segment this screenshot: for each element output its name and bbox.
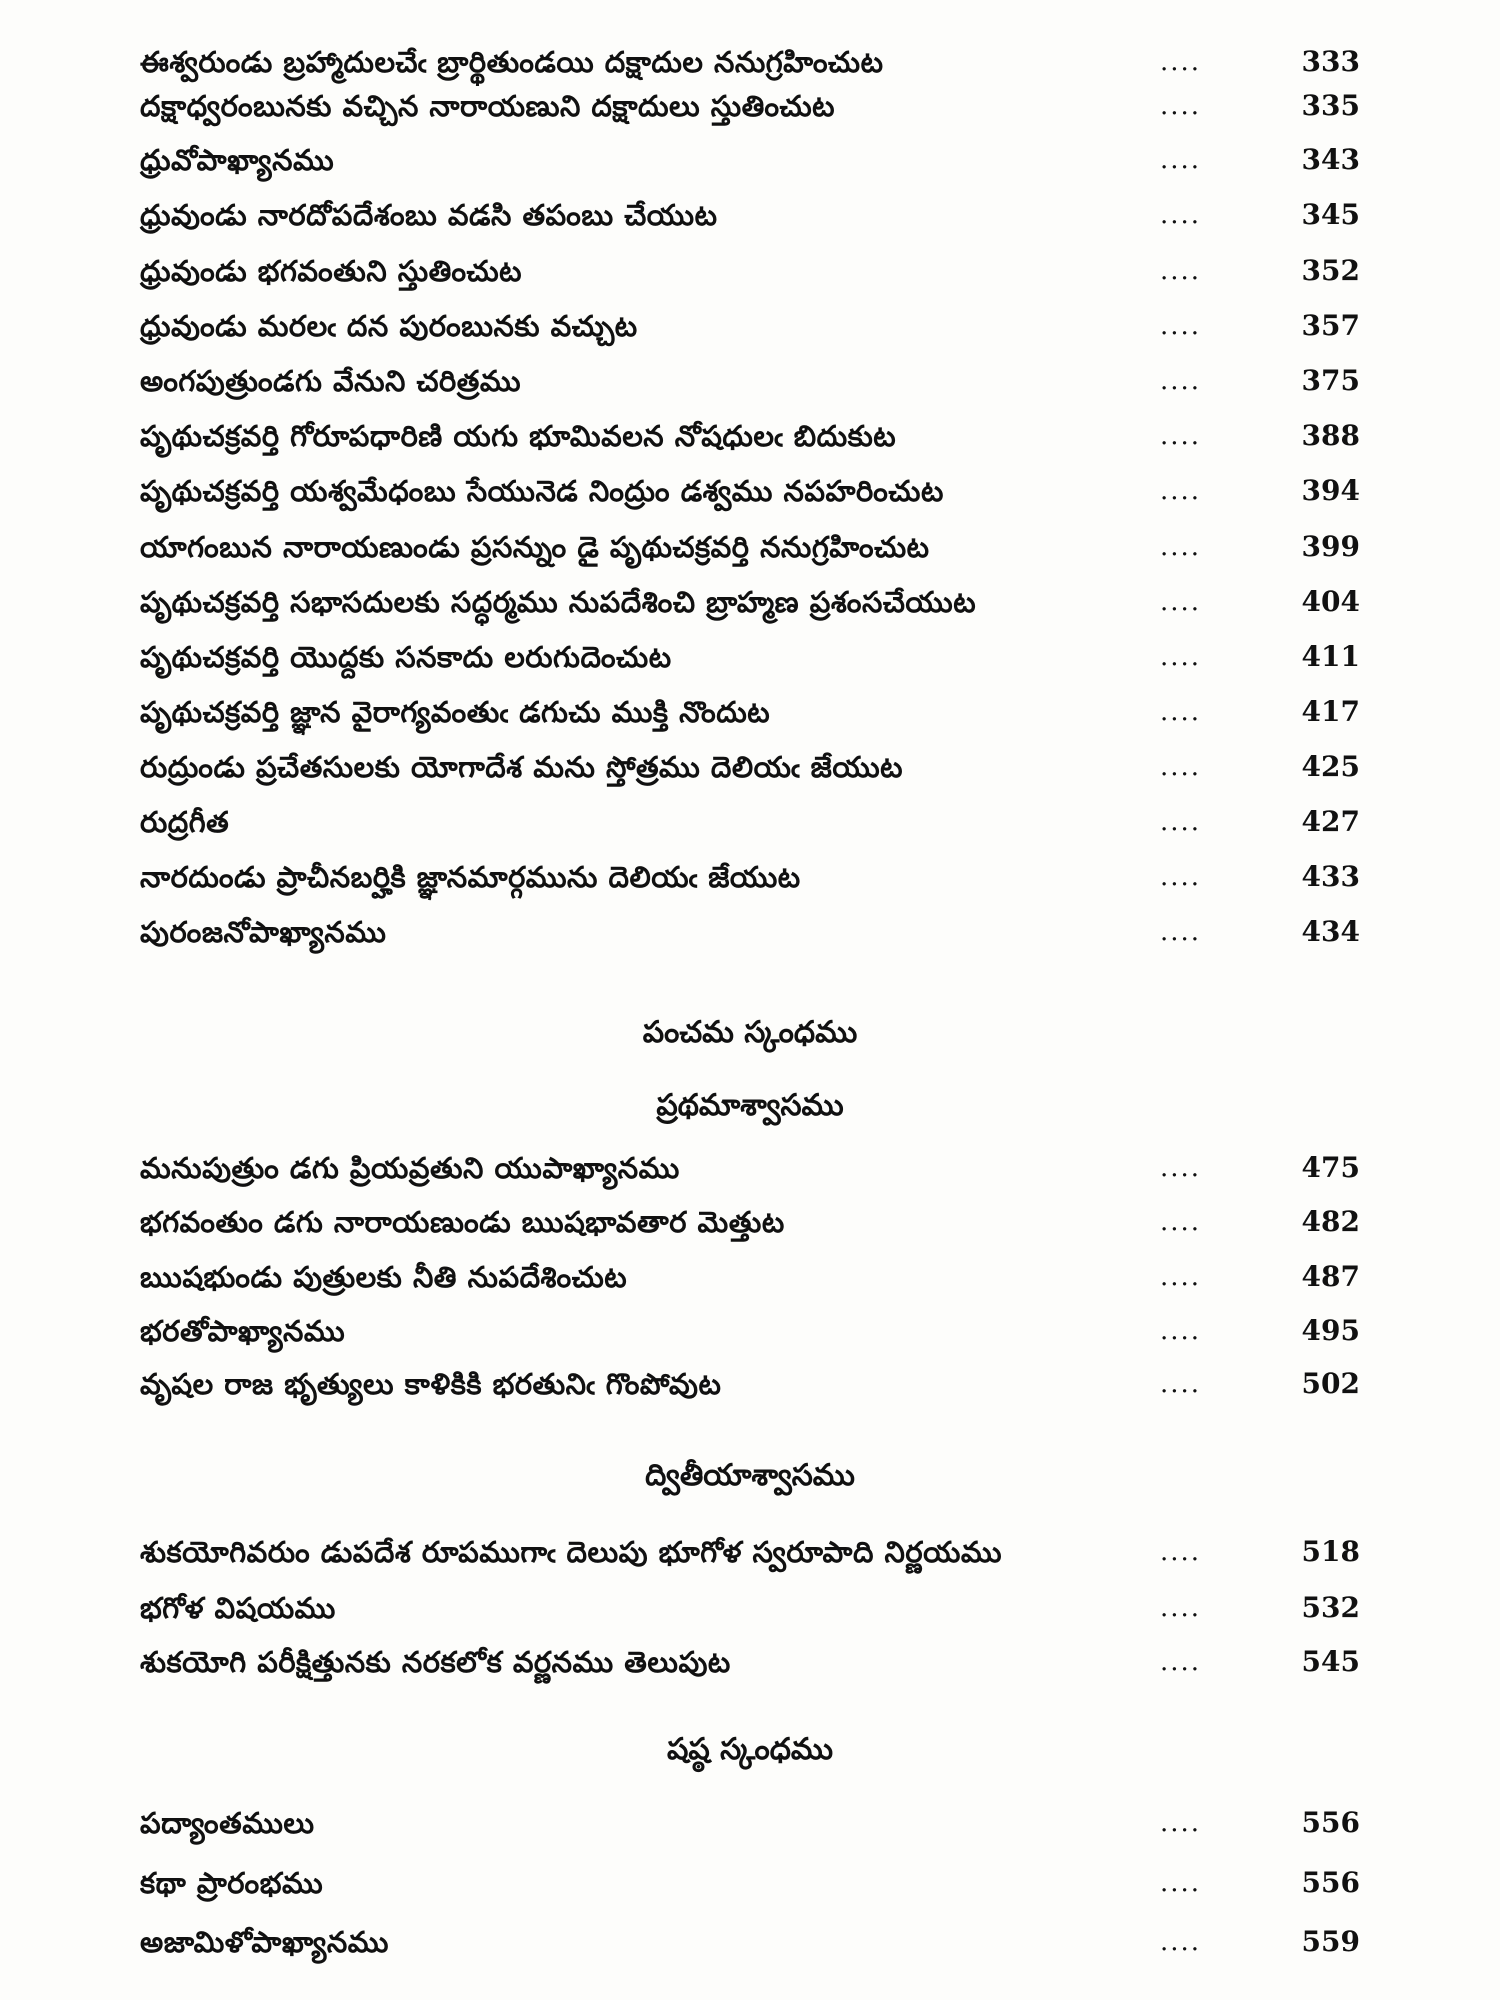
toc-entry bbox=[140, 1532, 1360, 1572]
page-number: 434 bbox=[1301, 915, 1360, 948]
leader-dots: .... bbox=[1160, 1153, 1202, 1183]
page-number: 502 bbox=[1301, 1367, 1360, 1400]
page-number: 475 bbox=[1301, 1151, 1360, 1184]
toc-entry bbox=[140, 747, 1360, 787]
toc-entry bbox=[140, 416, 1360, 456]
leader-dots: .... bbox=[1160, 145, 1202, 175]
entry-title: అజామిళోపాఖ్యానము bbox=[140, 1925, 389, 1959]
leader-dots: .... bbox=[1160, 752, 1202, 782]
toc-entry bbox=[140, 802, 1360, 842]
toc-entry bbox=[140, 140, 1360, 180]
toc-entry bbox=[140, 912, 1360, 952]
page-number: 417 bbox=[1301, 695, 1360, 728]
page-number: 394 bbox=[1301, 474, 1360, 507]
entry-title: ఋషభుండు పుత్రులకు నీతి నుపదేశించుట bbox=[140, 1260, 628, 1294]
leader-dots: .... bbox=[1160, 1868, 1202, 1898]
entry-title: భగోళ విషయము bbox=[140, 1591, 336, 1625]
toc-entry bbox=[140, 1257, 1360, 1297]
page-number: 333 bbox=[1301, 45, 1360, 78]
leader-dots: .... bbox=[1160, 421, 1202, 451]
page-number: 335 bbox=[1301, 89, 1360, 122]
toc-entry bbox=[140, 1202, 1360, 1242]
toc-entry bbox=[140, 1803, 1360, 1843]
entry-title: పృథుచక్రవర్తి సభాసదులకు సద్ధర్మము నుపదేశించి బ్రాహ్మణ ప్రశంసచేయుట bbox=[140, 585, 977, 619]
leader-dots: .... bbox=[1160, 256, 1202, 286]
page-number: 532 bbox=[1301, 1591, 1360, 1624]
leader-dots: .... bbox=[1160, 917, 1202, 947]
page-number: 545 bbox=[1301, 1645, 1360, 1678]
entry-title: రుద్రగీత bbox=[140, 805, 230, 839]
leader-dots: .... bbox=[1160, 47, 1202, 77]
leader-dots: .... bbox=[1160, 1207, 1202, 1237]
leader-dots: .... bbox=[1160, 1927, 1202, 1957]
entry-title: ధ్రువోపాఖ్యానము bbox=[140, 143, 335, 177]
page-number: 388 bbox=[1301, 419, 1360, 452]
entry-title: భగవంతుం డగు నారాయణుండు ఋషభావతార మెత్తుట bbox=[140, 1205, 785, 1239]
entry-title: పృథుచక్రవర్తి జ్ఞాన వైరాగ్యవంతుఁ డగుచు ముక్తి నొందుట bbox=[140, 695, 771, 729]
page-number: 345 bbox=[1301, 198, 1360, 231]
page-number: 357 bbox=[1301, 309, 1360, 342]
toc-entry bbox=[140, 42, 1360, 82]
toc-entry bbox=[140, 1642, 1360, 1682]
page-number: 487 bbox=[1301, 1260, 1360, 1293]
toc-entry bbox=[140, 1588, 1360, 1628]
toc-entry bbox=[140, 306, 1360, 346]
entry-title: కథా ప్రారంభము bbox=[140, 1866, 324, 1900]
entry-title: ఈశ్వరుండు బ్రహ్మాదులచేఁ బ్రార్థితుండయి దక్షాదుల ననుగ్రహించుట bbox=[140, 45, 884, 79]
leader-dots: .... bbox=[1160, 366, 1202, 396]
toc-entry bbox=[140, 86, 1360, 126]
section-heading-skandha: పంచమ స్కంధము bbox=[642, 1015, 858, 1050]
entry-title: శుకయోగి పరీక్షిత్తునకు నరకలోక వర్ణనము తెలుపుట bbox=[140, 1645, 731, 1679]
toc-entry bbox=[140, 1863, 1360, 1903]
entry-title: ధ్రువుండు నారదోపదేశంబు వడసి తపంబు చేయుట bbox=[140, 198, 718, 232]
section-heading-ashvasa: ద్వితీయాశ్వాసము bbox=[645, 1458, 855, 1493]
page-number: 343 bbox=[1301, 143, 1360, 176]
page-number: 411 bbox=[1301, 640, 1360, 673]
page-number: 352 bbox=[1301, 254, 1360, 287]
leader-dots: .... bbox=[1160, 1647, 1202, 1677]
toc-entry bbox=[140, 1922, 1360, 1962]
entry-title: పురంజనోపాఖ్యానము bbox=[140, 915, 387, 949]
toc-entry bbox=[140, 471, 1360, 511]
page-number: 495 bbox=[1301, 1314, 1360, 1347]
leader-dots: .... bbox=[1160, 642, 1202, 672]
leader-dots: .... bbox=[1160, 532, 1202, 562]
entry-title: పృథుచక్రవర్తి యొద్దకు సనకాదు లరుగుదెంచుట bbox=[140, 640, 672, 674]
entry-title: శుకయోగివరుం డుపదేశ రూపముగాఁ దెలుపు భూగోళ స్వరూపాది నిర్ణయము bbox=[140, 1535, 1003, 1569]
entry-title: అంగపుత్రుండగు వేనుని చరిత్రము bbox=[140, 364, 522, 398]
toc-entry bbox=[140, 1311, 1360, 1351]
leader-dots: .... bbox=[1160, 1537, 1202, 1567]
page-number: 427 bbox=[1301, 805, 1360, 838]
entry-title: పృథుచక్రవర్తి యశ్వమేధంబు సేయునెడ నింద్రుం డశ్వము నపహరించుట bbox=[140, 474, 944, 508]
toc-entry bbox=[140, 527, 1360, 567]
leader-dots: .... bbox=[1160, 807, 1202, 837]
leader-dots: .... bbox=[1160, 1593, 1202, 1623]
entry-title: ధ్రువుండు మరలఁ దన పురంబునకు వచ్చుట bbox=[140, 309, 638, 343]
leader-dots: .... bbox=[1160, 200, 1202, 230]
leader-dots: .... bbox=[1160, 91, 1202, 121]
leader-dots: .... bbox=[1160, 1316, 1202, 1346]
entry-title: దక్షాధ్వరంబునకు వచ్చిన నారాయణుని దక్షాదులు స్తుతించుట bbox=[140, 89, 835, 123]
entry-title: మనుపుత్రుం డగు ప్రియవ్రతుని యుపాఖ్యానము bbox=[140, 1151, 680, 1185]
entry-title: ధ్రువుండు భగవంతుని స్తుతించుట bbox=[140, 254, 523, 288]
page-number: 556 bbox=[1301, 1866, 1360, 1899]
page-number: 559 bbox=[1301, 1925, 1360, 1958]
entry-title: రుద్రుండు ప్రచేతసులకు యోగాదేశ మను స్తోత్రము దెలియఁ జేయుట bbox=[140, 750, 904, 784]
toc-entry bbox=[140, 582, 1360, 622]
page-number: 433 bbox=[1301, 860, 1360, 893]
entry-title: వృషల రాజ భృత్యులు కాళికికి భరతునిఁ గొంపోవుట bbox=[140, 1367, 722, 1401]
page-number: 482 bbox=[1301, 1205, 1360, 1238]
toc-entry bbox=[140, 195, 1360, 235]
page-number: 518 bbox=[1301, 1535, 1360, 1568]
entry-title: నారదుండు ప్రాచీనబర్హికి జ్ఞానమార్గమును దెలియఁ జేయుట bbox=[140, 860, 801, 894]
page-number: 404 bbox=[1301, 585, 1360, 618]
entry-title: పద్యాంతములు bbox=[140, 1806, 315, 1840]
leader-dots: .... bbox=[1160, 1262, 1202, 1292]
page-number: 375 bbox=[1301, 364, 1360, 397]
leader-dots: .... bbox=[1160, 476, 1202, 506]
toc-entry bbox=[140, 692, 1360, 732]
section-heading-ashvasa: ప్రథమాశ్వాసము bbox=[656, 1088, 844, 1123]
leader-dots: .... bbox=[1160, 587, 1202, 617]
entry-title: పృథుచక్రవర్తి గోరూపధారిణి యగు భూమివలన నోషధులఁ బిదుకుట bbox=[140, 419, 897, 453]
page-number: 556 bbox=[1301, 1806, 1360, 1839]
toc-entry bbox=[140, 637, 1360, 677]
toc-entry bbox=[140, 1148, 1360, 1188]
entry-title: యాగంబున నారాయణుండు ప్రసన్నుం డై పృథుచక్రవర్తి ననుగ్రహించుట bbox=[140, 530, 930, 564]
leader-dots: .... bbox=[1160, 697, 1202, 727]
toc-entry bbox=[140, 251, 1360, 291]
page-number: 399 bbox=[1301, 530, 1360, 563]
section-heading-skandha: షష్ఠ స్కంధము bbox=[666, 1732, 834, 1767]
leader-dots: .... bbox=[1160, 311, 1202, 341]
toc-entry bbox=[140, 1364, 1360, 1404]
entry-title: భరతోపాఖ్యానము bbox=[140, 1314, 346, 1348]
leader-dots: .... bbox=[1160, 1808, 1202, 1838]
page-number: 425 bbox=[1301, 750, 1360, 783]
leader-dots: .... bbox=[1160, 1369, 1202, 1399]
leader-dots: .... bbox=[1160, 862, 1202, 892]
toc-entry bbox=[140, 361, 1360, 401]
toc-entry bbox=[140, 857, 1360, 897]
